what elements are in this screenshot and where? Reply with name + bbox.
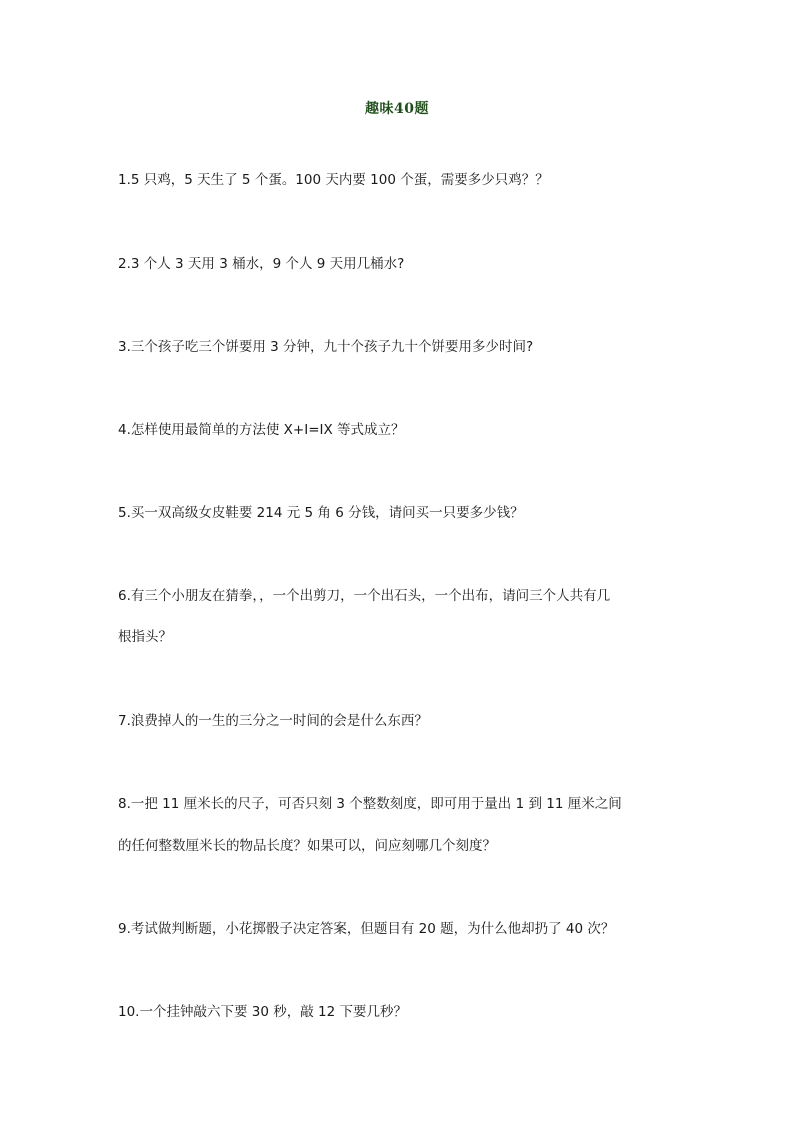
question-7: 7.浪费掉人的一生的三分之一时间的会是什么东西？	[118, 713, 428, 729]
question-9: 9.考试做判断题，小花掷骰子决定答案，但题目有 20 题，为什么他却扔了 40 次？	[118, 921, 615, 937]
question-6-line-2: 根指头？	[118, 629, 172, 645]
question-2: 2.3 个人 3 天用 3 桶水，9 个人 9 天用几桶水?	[118, 256, 405, 272]
question-4: 4.怎样使用最简单的方法使 X+I=IX 等式成立？	[118, 422, 405, 438]
page-title: 趣味40题	[365, 101, 429, 117]
question-6-line-1: 6.有三个小朋友在猜拳，，一个出剪刀，一个出石头，一个出布，请问三个人共有几	[118, 588, 611, 604]
question-5: 5.买一双高级女皮鞋要 214 元 5 角 6 分钱，请问买一只要多少钱？	[118, 505, 524, 521]
question-8-line-1: 8.一把 11 厘米长的尺子，可否只刻 3 个整数刻度，即可用于量出 1 到 11 厘米之间	[118, 796, 622, 812]
question-3: 3.三个孩子吃三个饼要用 3 分钟，九十个孩子九十个饼要用多少时间?	[118, 339, 534, 355]
question-8-line-2: 的任何整数厘米长的物品长度？如果可以，问应刻哪几个刻度？	[118, 838, 496, 854]
question-10: 10.一个挂钟敲六下要 30 秒，敲 12 下要几秒？	[118, 1004, 407, 1020]
question-1: 1.5 只鸡，5 天生了 5 个蛋。100 天内要 100 个蛋，需要多少只鸡？？	[118, 172, 549, 188]
